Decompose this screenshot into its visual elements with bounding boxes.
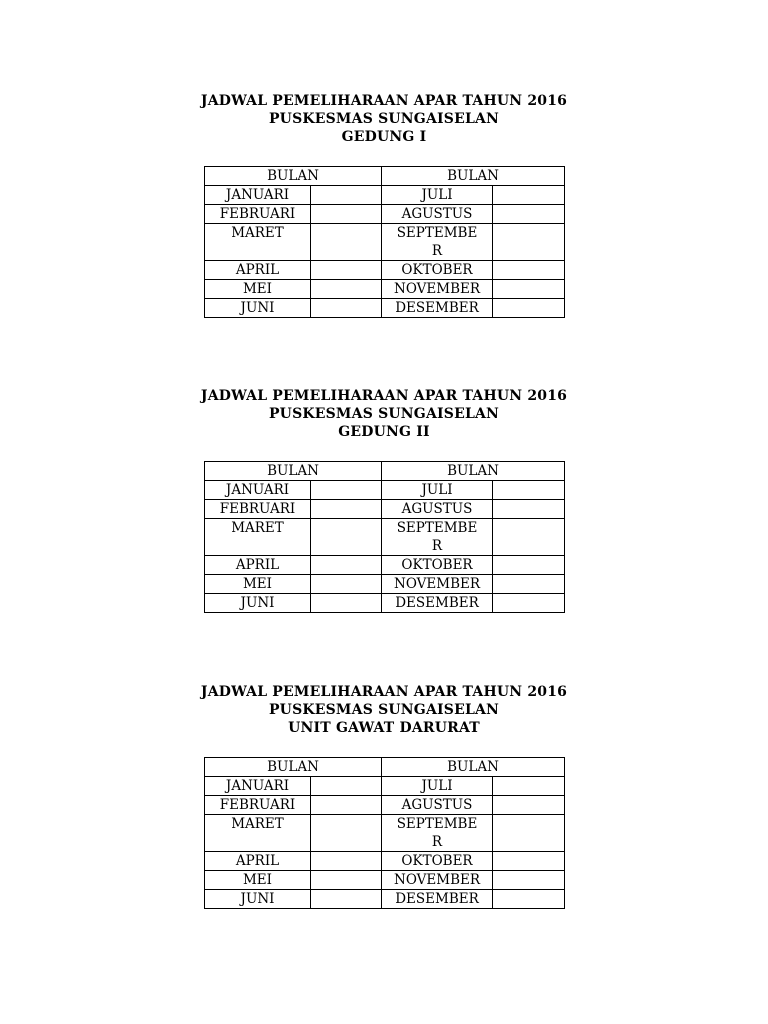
month-cell: JUNI	[205, 594, 311, 613]
check-cell[interactable]	[311, 481, 382, 500]
month-cell: JANUARI	[205, 186, 311, 205]
schedule-table	[204, 166, 565, 318]
check-cell[interactable]	[493, 796, 565, 815]
table-row	[205, 594, 565, 613]
heading-building: GEDUNG I	[341, 129, 427, 145]
month-cell: JANUARI	[205, 481, 311, 500]
heading-institution: PUSKESMAS SUNGAISELAN	[268, 702, 500, 718]
month-cell: NOVEMBER	[382, 575, 493, 594]
heading-building: UNIT GAWAT DARURAT	[288, 720, 480, 736]
month-cell: SEPTEMBER	[382, 815, 493, 852]
table-row	[205, 575, 565, 594]
month-cell: MARET	[205, 815, 311, 852]
month-cell: JULI	[382, 481, 493, 500]
table-row	[205, 280, 565, 299]
month-cell: SEPTEMBER	[382, 224, 493, 261]
month-cell: MEI	[205, 871, 311, 890]
header-cell-right: BULAN	[382, 167, 565, 186]
check-cell[interactable]	[311, 280, 382, 299]
check-cell[interactable]	[311, 261, 382, 280]
heading-title: JADWAL PEMELIHARAAN APAR TAHUN 2016	[200, 388, 568, 404]
schedule-section-gedung-2	[0, 387, 768, 611]
table-row	[205, 852, 565, 871]
table-row	[205, 777, 565, 796]
check-cell[interactable]	[493, 594, 565, 613]
table-row	[205, 224, 565, 261]
check-cell[interactable]	[311, 594, 382, 613]
section-heading	[0, 92, 768, 146]
month-cell: AGUSTUS	[382, 500, 493, 519]
check-cell[interactable]	[311, 871, 382, 890]
table-row	[205, 519, 565, 556]
month-cell: APRIL	[205, 556, 311, 575]
check-cell[interactable]	[311, 890, 382, 909]
check-cell[interactable]	[311, 186, 382, 205]
check-cell[interactable]	[311, 575, 382, 594]
check-cell[interactable]	[311, 519, 382, 556]
table-header-row	[205, 758, 565, 777]
month-cell: NOVEMBER	[382, 871, 493, 890]
section-heading	[0, 387, 768, 441]
month-cell: AGUSTUS	[382, 796, 493, 815]
month-cell: NOVEMBER	[382, 280, 493, 299]
month-cell: OKTOBER	[382, 852, 493, 871]
check-cell[interactable]	[493, 299, 565, 318]
month-cell: MEI	[205, 280, 311, 299]
schedule-section-gedung-1	[0, 92, 768, 316]
heading-building: GEDUNG II	[338, 424, 430, 440]
table-row	[205, 815, 565, 852]
table-row	[205, 481, 565, 500]
month-cell: JULI	[382, 186, 493, 205]
header-cell-left: BULAN	[205, 758, 382, 777]
check-cell[interactable]	[493, 575, 565, 594]
check-cell[interactable]	[311, 500, 382, 519]
schedule-table	[204, 757, 565, 909]
table-row	[205, 556, 565, 575]
check-cell[interactable]	[311, 777, 382, 796]
schedule-section-ugd	[0, 683, 768, 907]
check-cell[interactable]	[493, 815, 565, 852]
table-header-row	[205, 167, 565, 186]
heading-title: JADWAL PEMELIHARAAN APAR TAHUN 2016	[200, 93, 568, 109]
check-cell[interactable]	[493, 890, 565, 909]
month-cell: JUNI	[205, 299, 311, 318]
month-cell: DESEMBER	[382, 299, 493, 318]
check-cell[interactable]	[311, 815, 382, 852]
month-cell: MEI	[205, 575, 311, 594]
month-cell: DESEMBER	[382, 594, 493, 613]
month-cell: JANUARI	[205, 777, 311, 796]
month-cell: AGUSTUS	[382, 205, 493, 224]
heading-title: JADWAL PEMELIHARAAN APAR TAHUN 2016	[200, 684, 568, 700]
header-cell-left: BULAN	[205, 462, 382, 481]
check-cell[interactable]	[311, 299, 382, 318]
month-cell: MARET	[205, 224, 311, 261]
month-cell: DESEMBER	[382, 890, 493, 909]
check-cell[interactable]	[493, 261, 565, 280]
month-cell: JUNI	[205, 890, 311, 909]
month-cell: FEBRUARI	[205, 205, 311, 224]
section-heading	[0, 683, 768, 737]
check-cell[interactable]	[493, 871, 565, 890]
month-cell: MARET	[205, 519, 311, 556]
check-cell[interactable]	[493, 186, 565, 205]
check-cell[interactable]	[493, 205, 565, 224]
month-cell: OKTOBER	[382, 261, 493, 280]
check-cell[interactable]	[493, 224, 565, 261]
heading-institution: PUSKESMAS SUNGAISELAN	[268, 406, 500, 422]
table-header-row	[205, 462, 565, 481]
check-cell[interactable]	[311, 556, 382, 575]
table-row	[205, 871, 565, 890]
header-cell-right: BULAN	[382, 758, 565, 777]
table-row	[205, 796, 565, 815]
table-row	[205, 261, 565, 280]
month-cell: FEBRUARI	[205, 500, 311, 519]
table-row	[205, 205, 565, 224]
check-cell[interactable]	[311, 224, 382, 261]
check-cell[interactable]	[493, 519, 565, 556]
check-cell[interactable]	[493, 556, 565, 575]
check-cell[interactable]	[493, 500, 565, 519]
table-row	[205, 500, 565, 519]
check-cell[interactable]	[493, 852, 565, 871]
check-cell[interactable]	[311, 205, 382, 224]
check-cell[interactable]	[311, 796, 382, 815]
month-cell: OKTOBER	[382, 556, 493, 575]
month-cell: FEBRUARI	[205, 796, 311, 815]
table-row	[205, 299, 565, 318]
table-row	[205, 890, 565, 909]
check-cell[interactable]	[493, 280, 565, 299]
heading-institution: PUSKESMAS SUNGAISELAN	[268, 111, 500, 127]
month-cell: SEPTEMBER	[382, 519, 493, 556]
month-cell: APRIL	[205, 261, 311, 280]
header-cell-right: BULAN	[382, 462, 565, 481]
month-cell: APRIL	[205, 852, 311, 871]
check-cell[interactable]	[493, 481, 565, 500]
schedule-table	[204, 461, 565, 613]
header-cell-left: BULAN	[205, 167, 382, 186]
check-cell[interactable]	[311, 852, 382, 871]
check-cell[interactable]	[493, 777, 565, 796]
table-row	[205, 186, 565, 205]
month-cell: JULI	[382, 777, 493, 796]
